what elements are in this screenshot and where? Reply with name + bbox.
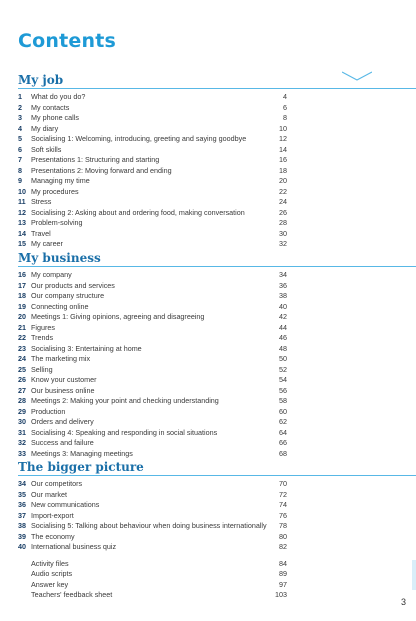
unit-number: 30: [18, 417, 26, 426]
page-ref: 103: [275, 590, 287, 599]
toc-entry[interactable]: [0, 344, 416, 355]
unit-title: Our market: [31, 489, 67, 499]
unit-title: Our company structure: [31, 291, 105, 300]
unit-number: 26: [18, 375, 26, 384]
unit-number: 22: [18, 333, 26, 342]
toc-entry[interactable]: [0, 532, 416, 543]
page-ref: 54: [279, 375, 287, 384]
unit-number: 27: [18, 385, 26, 395]
page-ref: 12: [279, 134, 287, 143]
toc-entry[interactable]: [0, 521, 416, 532]
page-ref: 52: [279, 364, 287, 374]
page-ref: 84: [279, 558, 287, 568]
toc-entry[interactable]: [0, 428, 416, 439]
unit-number: 24: [18, 354, 26, 363]
unit-title: What do you do?: [31, 92, 86, 101]
toc-entry[interactable]: [0, 312, 416, 323]
unit-title: Meetings 1: Giving opinions, agreeing and disagreeing: [31, 312, 205, 321]
unit-number: 37: [18, 510, 26, 520]
unit-title: My company: [31, 270, 72, 279]
toc-entry[interactable]: [0, 333, 416, 344]
page-ref: 58: [279, 396, 287, 405]
unit-title: My procedures: [31, 186, 79, 196]
page-ref: 14: [279, 144, 287, 154]
toc-entry[interactable]: [0, 145, 416, 156]
page-ref: 76: [279, 510, 287, 520]
toc-entry[interactable]: [0, 229, 416, 240]
chevron-down-icon: [342, 67, 372, 81]
section-my-job: [0, 72, 416, 250]
unit-title: The marketing mix: [31, 354, 91, 363]
unit-title: The economy: [31, 531, 75, 541]
unit-title: My career: [31, 239, 63, 248]
toc-entry[interactable]: [0, 239, 416, 250]
unit-title: Connecting online: [31, 301, 89, 311]
unit-title: Problem-solving: [31, 218, 83, 227]
unit-title: Production: [31, 406, 66, 416]
unit-title: Socialising 1: Welcoming, introducing, greeting and saying goodbye: [31, 134, 247, 143]
extra-title: Audio scripts: [31, 569, 73, 578]
unit-title: Meetings 3: Managing meetings: [31, 448, 133, 458]
unit-number: 20: [18, 312, 26, 321]
unit-title: Orders and delivery: [31, 417, 94, 426]
page-ref: 66: [279, 438, 287, 447]
toc-entry[interactable]: [0, 281, 416, 292]
page-ref: 50: [279, 354, 287, 363]
unit-number: 32: [18, 438, 26, 447]
page-ref: 42: [279, 312, 287, 321]
unit-title: International business quiz: [31, 542, 117, 551]
page-ref: 89: [279, 569, 287, 578]
toc-entry[interactable]: [0, 511, 416, 522]
entry-list: [0, 479, 416, 601]
toc-entry[interactable]: [0, 500, 416, 511]
page-ref: 40: [279, 301, 287, 311]
toc-entry[interactable]: [0, 166, 416, 177]
extra-title: Answer key: [31, 579, 69, 589]
toc-entry[interactable]: [0, 323, 416, 334]
unit-number: 21: [18, 322, 26, 332]
toc-entry[interactable]: [0, 449, 416, 460]
entry-list: [0, 270, 416, 459]
toc-entry[interactable]: [0, 407, 416, 418]
page-ref: 97: [279, 579, 287, 589]
toc-extra-entry[interactable]: [0, 590, 416, 601]
unit-number: 28: [18, 396, 26, 405]
unit-number: 4: [18, 123, 22, 133]
toc-entry[interactable]: [0, 375, 416, 386]
page-ref: 38: [279, 291, 287, 300]
toc-entry[interactable]: [0, 291, 416, 302]
toc-entry[interactable]: [0, 187, 416, 198]
unit-number: 2: [18, 102, 22, 112]
unit-number: 11: [18, 197, 26, 206]
page-ref: 36: [279, 280, 287, 290]
unit-title: Travel: [31, 228, 51, 238]
page-ref: 8: [283, 113, 287, 122]
unit-number: 8: [18, 165, 22, 175]
unit-title: New communications: [31, 500, 100, 509]
unit-number: 36: [18, 500, 26, 509]
toc-entry[interactable]: [0, 270, 416, 281]
toc-entry[interactable]: [0, 176, 416, 187]
section-title: My business: [18, 251, 101, 265]
unit-title: Selling: [31, 364, 53, 374]
page-ref: 26: [279, 207, 287, 217]
unit-title: Trends: [31, 333, 54, 342]
unit-number: 6: [18, 144, 22, 154]
unit-number: 16: [18, 270, 26, 279]
toc-entry[interactable]: [0, 218, 416, 229]
unit-title: Our competitors: [31, 479, 83, 488]
unit-number: 19: [18, 301, 26, 311]
unit-title: Our products and services: [31, 280, 115, 290]
toc-entry[interactable]: [0, 417, 416, 428]
toc-entry[interactable]: [0, 396, 416, 407]
unit-number: 17: [18, 280, 26, 290]
section-header: [0, 250, 416, 270]
section-header: [0, 72, 416, 92]
unit-number: 31: [18, 427, 26, 437]
page-ref: 34: [279, 270, 287, 279]
unit-title: Socialising 2: Asking about and ordering food, making conversation: [31, 207, 245, 217]
unit-number: 12: [18, 207, 26, 217]
unit-title: Success and failure: [31, 438, 94, 447]
unit-number: 35: [18, 489, 26, 499]
section-title: My job: [18, 73, 64, 87]
toc-entry[interactable]: [0, 490, 416, 501]
page-ref: 56: [279, 385, 287, 395]
unit-number: 33: [18, 448, 26, 458]
toc-entry[interactable]: [0, 155, 416, 166]
page-ref: 68: [279, 448, 287, 458]
unit-number: 13: [18, 218, 26, 227]
toc-entry[interactable]: [0, 542, 416, 553]
unit-title: My phone calls: [31, 113, 79, 122]
unit-number: 18: [18, 291, 26, 300]
section-rule: [18, 475, 416, 476]
unit-number: 40: [18, 542, 26, 551]
toc-entry[interactable]: [0, 134, 416, 145]
toc-entry[interactable]: [0, 92, 416, 103]
unit-title: Presentations 2: Moving forward and ending: [31, 165, 172, 175]
toc-entry[interactable]: [0, 208, 416, 219]
unit-number: 1: [18, 92, 22, 101]
unit-number: 34: [18, 479, 26, 488]
unit-number: 29: [18, 406, 26, 416]
unit-title: Figures: [31, 322, 55, 332]
unit-number: 9: [18, 176, 22, 185]
page-ref: 72: [279, 489, 287, 499]
toc-extra-entry[interactable]: [0, 559, 416, 570]
unit-number: 25: [18, 364, 26, 374]
unit-number: 10: [18, 186, 26, 196]
page-ref: 46: [279, 333, 287, 342]
page-ref: 44: [279, 322, 287, 332]
unit-title: Socialising 4: Speaking and responding in social situations: [31, 427, 218, 437]
page-ref: 32: [279, 239, 287, 248]
page-ref: 64: [279, 427, 287, 437]
unit-title: Our business online: [31, 385, 95, 395]
unit-number: 14: [18, 228, 26, 238]
page-ref: 20: [279, 176, 287, 185]
page-ref: 48: [279, 343, 287, 353]
toc-entry[interactable]: [0, 354, 416, 365]
unit-title: My contacts: [31, 102, 70, 112]
page-ref: 82: [279, 542, 287, 551]
toc-entry[interactable]: [0, 103, 416, 114]
section-the-bigger-picture: [0, 459, 416, 601]
unit-title: Presentations 1: Structuring and starting: [31, 155, 160, 164]
page-ref: 30: [279, 228, 287, 238]
edge-tab: [412, 560, 416, 590]
unit-title: Socialising 3: Entertaining at home: [31, 343, 142, 353]
page-ref: 24: [279, 197, 287, 206]
toc-extra-entry[interactable]: [0, 580, 416, 591]
unit-number: 5: [18, 134, 22, 143]
page-ref: 16: [279, 155, 287, 164]
toc-entry[interactable]: [0, 479, 416, 490]
unit-title: Managing my time: [31, 176, 90, 185]
page-ref: 10: [279, 123, 287, 133]
section-title: The bigger picture: [18, 460, 144, 474]
unit-number: 15: [18, 239, 26, 248]
extra-title: Activity files: [31, 558, 69, 568]
section-rule: [18, 266, 416, 267]
unit-title: Import-export: [31, 510, 74, 520]
unit-number: 3: [18, 113, 22, 122]
toc-entry[interactable]: [0, 302, 416, 313]
toc-extra-entry[interactable]: [0, 569, 416, 580]
page-ref: 78: [279, 521, 287, 530]
page-ref: 28: [279, 218, 287, 227]
toc-entry[interactable]: [0, 197, 416, 208]
unit-number: 7: [18, 155, 22, 164]
unit-title: Know your customer: [31, 375, 97, 384]
unit-number: 39: [18, 531, 26, 541]
page-ref: 70: [279, 479, 287, 488]
toc-entry[interactable]: [0, 386, 416, 397]
unit-title: My diary: [31, 123, 59, 133]
page-ref: 80: [279, 531, 287, 541]
page-ref: 4: [283, 92, 287, 101]
unit-number: 38: [18, 521, 26, 530]
page-ref: 18: [279, 165, 287, 175]
unit-title: Soft skills: [31, 144, 62, 154]
toc-entry[interactable]: [0, 124, 416, 135]
page-ref: 6: [283, 102, 287, 112]
unit-number: 23: [18, 343, 26, 353]
section-rule: [18, 88, 416, 89]
unit-title: Socialising 5: Talking about behaviour when doing business internationally: [31, 521, 267, 530]
extra-title: Teachers' feedback sheet: [31, 590, 113, 599]
section-header: [0, 459, 416, 479]
entry-list: [0, 92, 416, 250]
page-ref: 62: [279, 417, 287, 426]
section-my-business: [0, 250, 416, 459]
page-ref: 74: [279, 500, 287, 509]
page-ref: 22: [279, 186, 287, 196]
page-title: Contents: [18, 30, 117, 52]
page-number: 3: [400, 597, 406, 607]
page-ref: 60: [279, 406, 287, 416]
unit-title: Stress: [31, 197, 52, 206]
toc-entry[interactable]: [0, 438, 416, 449]
toc-entry[interactable]: [0, 365, 416, 376]
toc-entry[interactable]: [0, 113, 416, 124]
unit-title: Meetings 2: Making your point and checking understanding: [31, 396, 219, 405]
